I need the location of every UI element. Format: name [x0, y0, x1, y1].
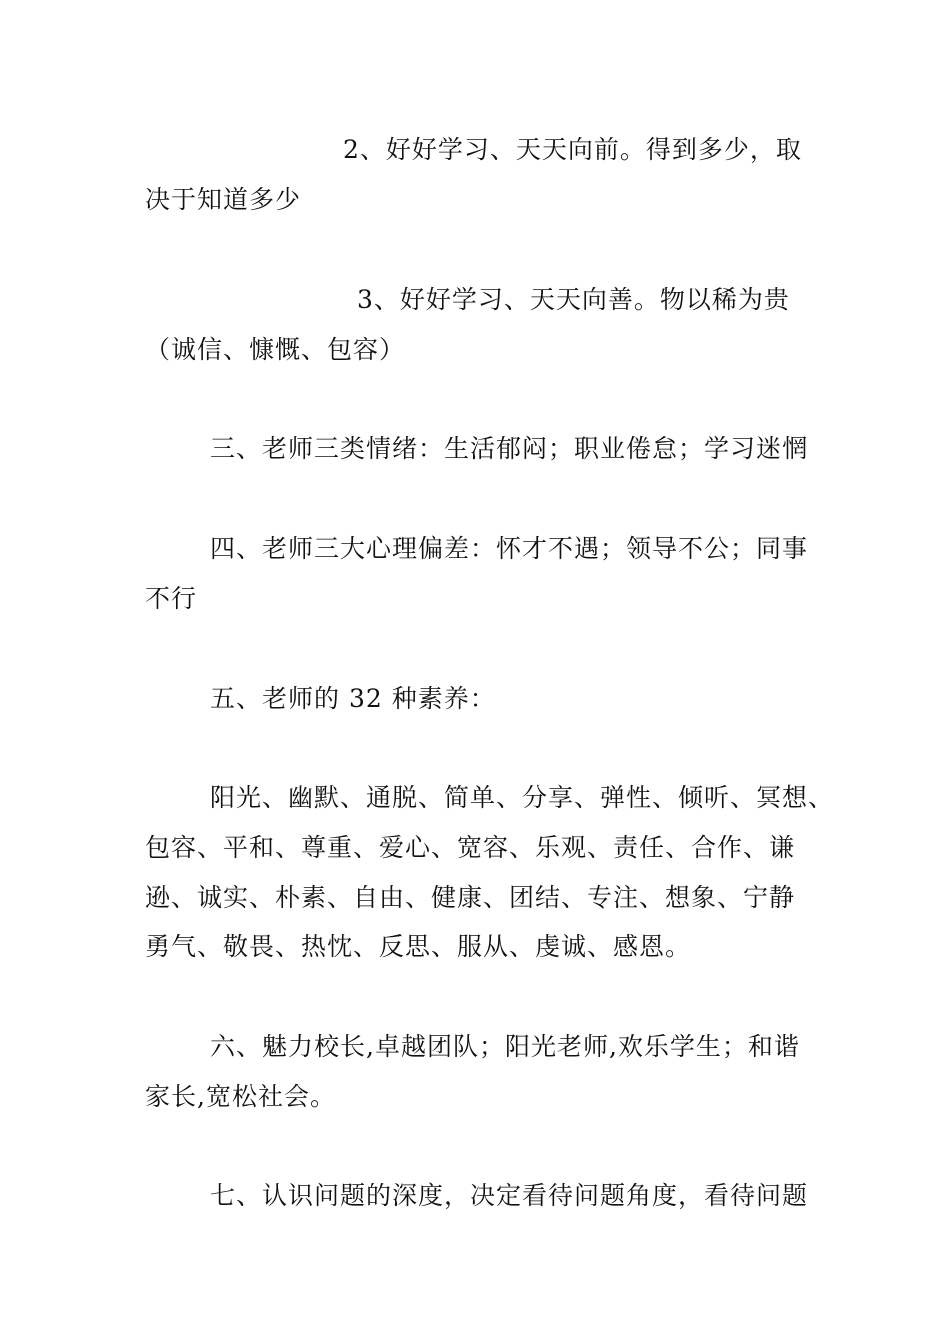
- section-heading: 五、老师的 32 种素养：: [210, 684, 496, 713]
- section-heading: 四、老师三大心理偏差：怀才不遇；领导不公；同事: [210, 534, 809, 563]
- paragraph-line: 阳光、幽默、通脱、简单、分享、弹性、倾听、冥想、: [210, 783, 835, 812]
- paragraph-line: 逊、诚实、朴素、自由、健康、团结、专注、想象、宁静: [145, 883, 796, 912]
- paragraph-line: 2、好好学习、天天向前。得到多少，取: [343, 135, 802, 164]
- paragraph-line: 勇气、敬畏、热忱、反思、服从、虔诚、感恩。: [145, 932, 692, 961]
- paragraph-line: 3、好好学习、天天向善。物以稀为贵: [357, 285, 790, 314]
- paragraph-line: 决于知道多少: [145, 185, 302, 214]
- paragraph-line: 包容、平和、尊重、爱心、宽容、乐观、责任、合作、谦: [145, 833, 796, 862]
- paragraph-line: 不行: [145, 584, 198, 613]
- paragraph-line: （诚信、慷慨、包容）: [145, 335, 406, 364]
- section-heading: 六、魅力校长,卓越团队；阳光老师,欢乐学生；和谐: [210, 1032, 800, 1061]
- paragraph-line: 家长,宽松社会。: [145, 1082, 336, 1111]
- section-heading: 三、老师三类情绪：生活郁闷；职业倦怠；学习迷惘: [210, 434, 809, 463]
- section-heading: 七、认识问题的深度，决定看待问题角度，看待问题: [210, 1181, 809, 1210]
